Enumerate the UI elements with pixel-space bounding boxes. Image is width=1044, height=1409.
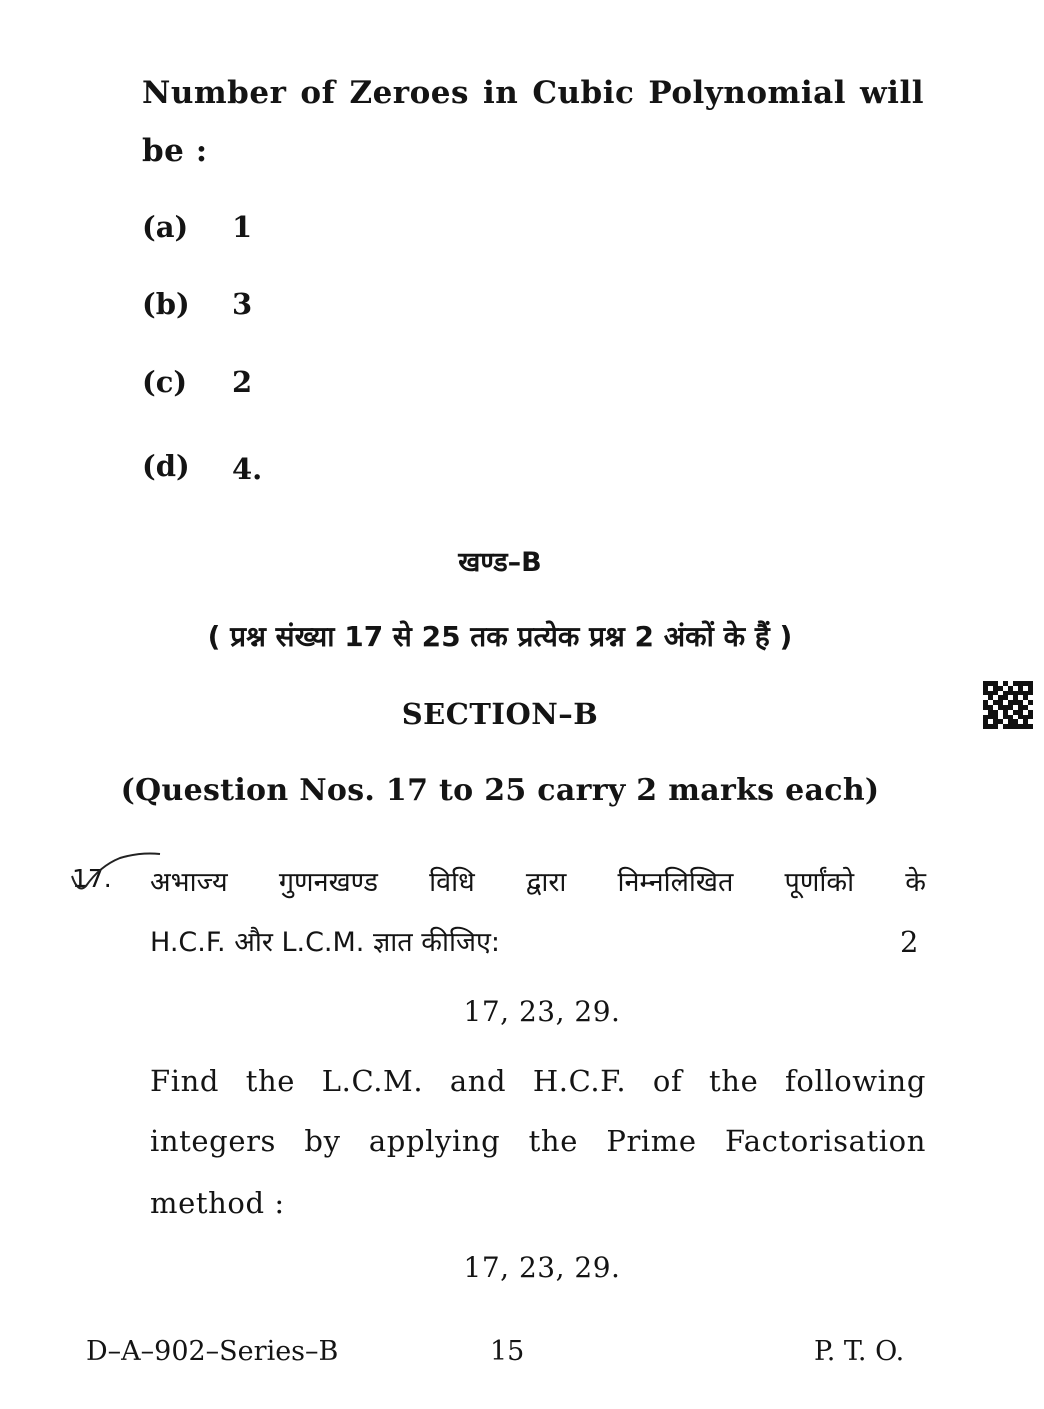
question-16-text-line2: be : [142,133,208,169]
question-17-hindi-line2: H.C.F. और L.C.M. ज्ञात कीजिए: [150,927,501,958]
question-17-english-line2: integers by applying the Prime Factorisation [150,1124,926,1158]
section-heading-english: SECTION–B [401,697,599,731]
option-d-label: (d) [142,449,190,483]
question-17-number: 17. [72,864,112,893]
question-17-marks: 2 [900,925,919,959]
footer-paper-code: D–A–902–Series–B [86,1336,339,1367]
option-b-label: (b) [142,287,190,321]
option-a-value: 1 [232,210,253,244]
qr-code [983,681,1033,729]
section-instruction-hindi: ( प्रश्न संख्या 17 से 25 तक प्रत्येक प्रश्न 2 अंकों के हैं ) [207,620,793,653]
option-a-label: (a) [142,210,189,244]
option-b-value: 3 [232,287,253,321]
option-c-label: (c) [142,365,188,399]
question-17-hindi-line1: अभाज्य गुणनखण्ड विधि द्वारा निम्नलिखित पूर्णांको के [150,867,926,898]
question-17-numbers-hindi: 17, 23, 29. [463,995,621,1028]
question-17-english-line1: Find the L.C.M. and H.C.F. of the following [150,1064,926,1098]
question-17-numbers-english: 17, 23, 29. [463,1251,621,1284]
option-c-value: 2 [232,365,253,399]
option-d-value: 4. [232,452,263,486]
section-instruction-english: (Question Nos. 17 to 25 carry 2 marks each) [120,773,880,808]
question-17-english-line3: method : [150,1186,285,1220]
footer-pto: P. T. O. [814,1336,905,1367]
question-16-text-line1: Number of Zeroes in Cubic Polynomial will [142,75,924,111]
footer-page-number: 15 [490,1336,525,1367]
section-heading-hindi: खण्ड–B [458,547,542,578]
